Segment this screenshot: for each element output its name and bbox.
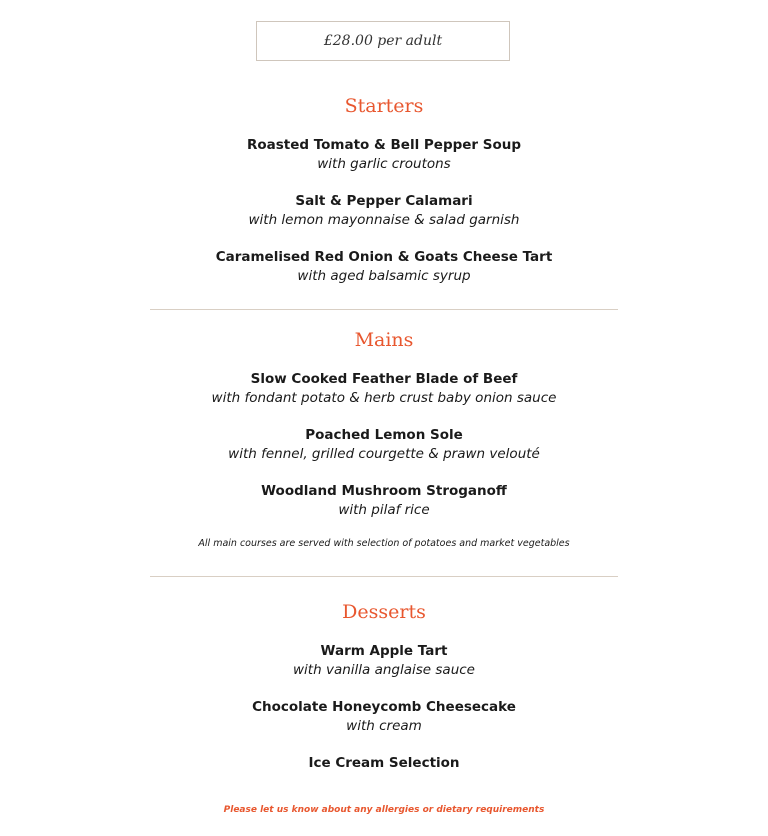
section-title-mains: Mains [354, 329, 414, 351]
menu-item [0, 426, 768, 464]
item-description: with aged balsamic syrup [297, 268, 471, 284]
item-description: with cream [346, 718, 422, 734]
menu-item [0, 482, 768, 520]
section-divider [150, 576, 618, 577]
section-divider [150, 309, 618, 310]
item-name: Chocolate Honeycomb Cheesecake [252, 699, 516, 715]
mains-note: All main courses are served with selection of potatoes and market vegetables [198, 538, 570, 549]
price-label: £28.00 per adult [323, 33, 443, 49]
item-name: Poached Lemon Sole [305, 427, 463, 443]
item-name: Caramelised Red Onion & Goats Cheese Tart [215, 249, 553, 265]
menu-item [0, 754, 768, 773]
menu-item [0, 698, 768, 736]
menu-item [0, 192, 768, 230]
item-name: Ice Cream Selection [308, 755, 460, 771]
section-title-desserts: Desserts [342, 601, 426, 623]
menu-item [0, 370, 768, 408]
item-name: Roasted Tomato & Bell Pepper Soup [246, 137, 522, 153]
price-box [256, 21, 510, 61]
menu-item [0, 642, 768, 680]
item-description: with garlic croutons [317, 156, 451, 172]
item-name: Slow Cooked Feather Blade of Beef [250, 371, 518, 387]
item-description: with lemon mayonnaise & salad garnish [248, 212, 520, 228]
item-description: with vanilla anglaise sauce [293, 662, 475, 678]
item-name: Salt & Pepper Calamari [295, 193, 473, 209]
item-name: Warm Apple Tart [320, 643, 448, 659]
menu-item [0, 136, 768, 174]
item-name: Woodland Mushroom Stroganoff [261, 483, 507, 499]
item-description: with pilaf rice [338, 502, 430, 518]
item-description: with fondant potato & herb crust baby onion sauce [211, 390, 557, 406]
menu-item [0, 248, 768, 286]
allergy-note: Please let us know about any allergies or dietary requirements [223, 805, 545, 815]
section-title-starters: Starters [344, 95, 424, 117]
item-description: with fennel, grilled courgette & prawn velouté [228, 446, 540, 462]
